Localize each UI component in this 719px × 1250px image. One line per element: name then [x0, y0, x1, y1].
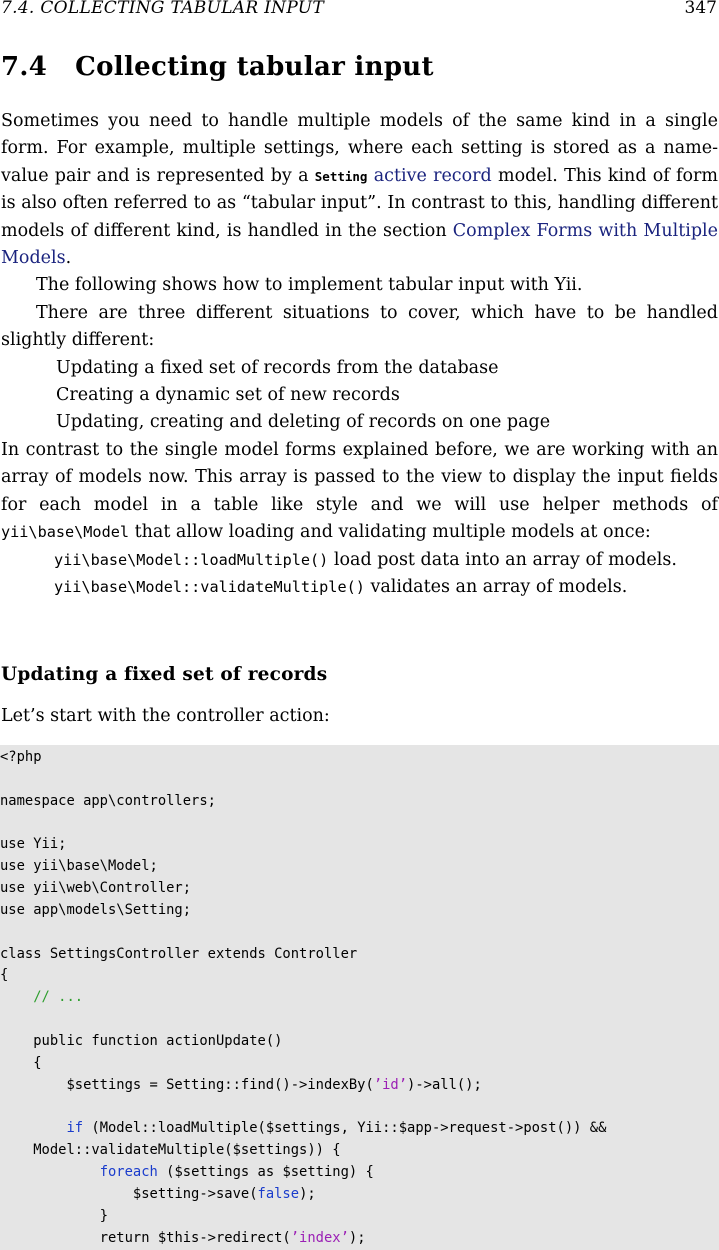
code-line: $setting->save(: [132, 1185, 258, 1202]
code-string: ’index’: [290, 1229, 349, 1246]
page-number: 347: [684, 0, 717, 18]
code-line: ($settings as $setting) {: [157, 1164, 374, 1181]
code-line: class SettingsController extends Controller: [0, 945, 358, 962]
paragraph-intro: [1, 108, 718, 272]
section-number: 7.4: [1, 52, 48, 82]
code-block: [0, 745, 719, 1250]
running-header-section: 7.4. COLLECTING TABULAR INPUT: [1, 0, 325, 18]
method-description: load post data into an array of models.: [328, 549, 677, 570]
code-line: public function actionUpdate(): [33, 1032, 283, 1049]
paragraph-contrast: [1, 437, 718, 547]
code-line: use app\models\Setting;: [0, 901, 192, 918]
code-line: use yii\web\Controller;: [0, 880, 192, 897]
list-item: Updating, creating and deleting of records on one page: [56, 412, 551, 433]
paragraph-text: In contrast to the single model forms explained before, we are working with an array of models now. This array is passed to the view to display the input fields for each model in a table like style and we will use helper methods of: [1, 439, 718, 515]
paragraph-situations: There are three different situations to cover, which have to be handled slightly different:: [1, 302, 718, 351]
code-line: use yii\base\Model;: [0, 858, 158, 875]
code-keyword: foreach: [99, 1164, 158, 1181]
code-string: ’id’: [373, 1076, 408, 1093]
paragraph-text: model. This kind of form is also often referred to as “tabular input”. In contrast to this, handling different models of different kind, is handled in the section: [1, 165, 719, 241]
code-line: )->all();: [407, 1076, 482, 1093]
code-line: );: [299, 1185, 316, 1202]
code-comment: // ...: [33, 989, 84, 1006]
code-line: return $this->redirect(: [99, 1229, 291, 1246]
paragraph-following: The following shows how to implement tabular input with Yii.: [36, 275, 583, 296]
code-line: $settings = Setting::find()->indexBy(: [66, 1076, 374, 1093]
inline-code-model: yii\base\Model: [1, 523, 130, 542]
section-title: [1, 52, 434, 82]
link-complex-forms[interactable]: Complex Forms with Multiple Models: [1, 220, 718, 269]
inline-code-load-multiple: yii\base\Model::loadMultiple(): [54, 550, 329, 569]
code-line: }: [99, 1207, 108, 1224]
inline-code-validate-multiple: yii\base\Model::validateMultiple(): [54, 577, 365, 596]
code-line: namespace app\controllers;: [0, 792, 216, 809]
running-header: [1, 0, 717, 22]
code-line: <?php: [0, 749, 42, 765]
intro-text: Let’s start with the controller action:: [1, 706, 330, 726]
body-text: [1, 108, 718, 601]
code-line: {: [0, 967, 9, 984]
list-item: Creating a dynamic set of new records: [56, 385, 400, 406]
code-line: (Model::loadMultiple($settings, Yii::$app->request->post()) &&: [83, 1120, 607, 1137]
code-keyword: if: [66, 1120, 84, 1137]
method-item-load-multiple: [1, 547, 718, 574]
section-title-text: Collecting tabular input: [75, 52, 434, 82]
code-line: Model::validateMultiple($settings)) {: [33, 1142, 341, 1159]
code-line: {: [33, 1054, 42, 1071]
code-line: use Yii;: [0, 836, 67, 853]
code-line: );: [348, 1229, 366, 1246]
subsection-heading: Updating a fixed set of records: [1, 664, 328, 685]
code-keyword: false: [257, 1185, 300, 1202]
inline-code-setting: Setting: [314, 168, 368, 184]
method-description: validates an array of models.: [364, 576, 628, 597]
paragraph-text: that allow loading and validating multiple models at once:: [129, 522, 651, 543]
paragraph-text: Sometimes you need to handle multiple models of the same kind in a single form. For example, multiple settings, where each setting is stored as a name-value pair and is represented by a: [1, 111, 718, 186]
paragraph-text: .: [65, 248, 72, 269]
link-active-record[interactable]: active record: [373, 165, 492, 186]
method-item-validate-multiple: [1, 574, 718, 601]
list-item: Updating a fixed set of records from the database: [56, 357, 499, 378]
